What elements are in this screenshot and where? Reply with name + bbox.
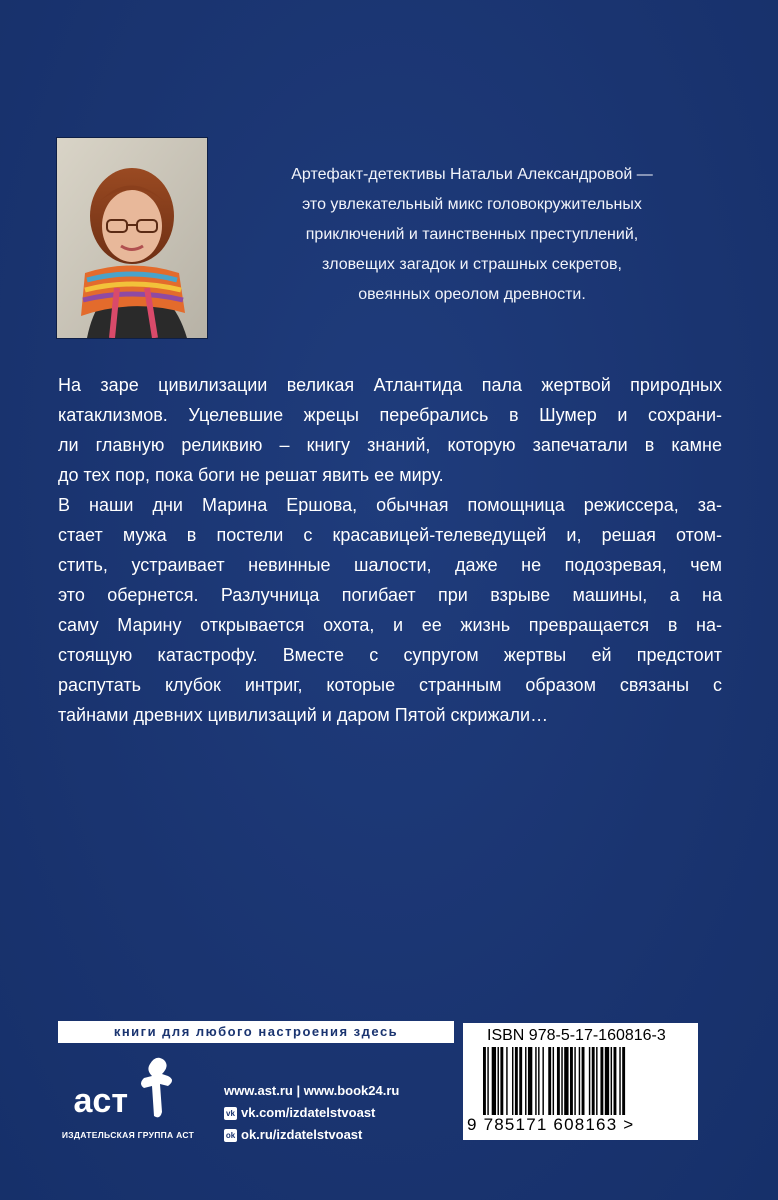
- barcode-bar: [592, 1047, 595, 1115]
- barcode-bar: [506, 1047, 507, 1115]
- barcode-bar: [579, 1047, 580, 1115]
- barcode-bar: [614, 1047, 617, 1115]
- intro-line: приключений и таинственных преступлений,: [305, 226, 639, 243]
- ok-link-text: ok.ru/izdatelstvoast: [241, 1127, 363, 1142]
- ok-link[interactable]: [224, 1124, 464, 1146]
- barcode-bar: [605, 1047, 609, 1115]
- barcode-bar: [611, 1047, 612, 1115]
- tagline-banner: книги для любого настроения здесь: [58, 1021, 454, 1043]
- annotation-line: катаклизмов. Уцелевшие жрецы перебрались в Шумер и сохрани-: [58, 405, 722, 425]
- ast-logo-icon: [58, 1050, 198, 1130]
- barcode-bar: [492, 1047, 496, 1115]
- barcode-bar: [515, 1047, 518, 1115]
- barcode-bar: [582, 1047, 585, 1115]
- annotation-line: стает мужа в постели с красавицей-телеведущей и, решая отом-: [58, 525, 722, 545]
- barcode-bar: [557, 1047, 560, 1115]
- annotation-line: распутать клубок интриг, которые странным образом связаны с: [58, 675, 722, 695]
- author-portrait-image: [57, 138, 207, 338]
- barcode-bar: [519, 1047, 522, 1115]
- ok-icon: ok: [225, 1130, 236, 1140]
- annotation-line: стить, устраивает невинные шалости, даже не подозревая, чем: [58, 555, 722, 575]
- barcode-bar: [542, 1047, 543, 1115]
- publisher-links: [224, 1080, 464, 1146]
- intro-line: это увлекательный микс головокружительных: [302, 196, 642, 213]
- barcode-bar: [525, 1047, 526, 1115]
- barcode-bar: [570, 1047, 573, 1115]
- barcode-area: [463, 1023, 698, 1140]
- barcode-bar: [548, 1047, 551, 1115]
- annotation-line: На заре цивилизации великая Атлантида пала жертвой природных: [58, 375, 722, 395]
- logo-wordmark: аст: [73, 1082, 128, 1120]
- annotation-line: ли главную реликвию – книгу знаний, которую запечатали в камне: [58, 435, 722, 455]
- barcode-bar: [574, 1047, 575, 1115]
- barcode-bar: [622, 1047, 625, 1115]
- vk-icon: vk: [224, 1107, 237, 1120]
- book-annotation: [58, 370, 722, 730]
- barcode-bar: [538, 1047, 539, 1115]
- isbn-label: ISBN 978-5-17-160816-3: [487, 1027, 666, 1044]
- barcode-bar: [498, 1047, 499, 1115]
- intro-line: овеянных ореолом древности.: [358, 286, 586, 303]
- annotation-line: саму Марину открывается охота, и ее жизнь превращается в на-: [58, 615, 722, 635]
- barcode-bar: [528, 1047, 532, 1115]
- barcode-bar: [512, 1047, 513, 1115]
- author-intro: [232, 160, 712, 310]
- barcode-bar: [589, 1047, 590, 1115]
- barcode-bar: [483, 1047, 486, 1115]
- annotation-line: до тех пор, пока боги не решат явить ее миру.: [58, 465, 444, 485]
- barcode-bar: [619, 1047, 620, 1115]
- annotation-line: тайнами древних цивилизаций и даром Пятой скрижали…: [58, 705, 549, 725]
- vk-link[interactable]: [224, 1102, 464, 1124]
- barcode-bar: [561, 1047, 562, 1115]
- barcode-bar: [564, 1047, 568, 1115]
- annotation-line: это обернется. Разлучница погибает при взрыве машины, а на: [58, 585, 722, 605]
- publisher-caption: ИЗДАТЕЛЬСКАЯ ГРУППА АСТ: [61, 1130, 195, 1140]
- intro-line: Артефакт-детективы Натальи Александровой —: [291, 166, 653, 183]
- barcode-bar: [500, 1047, 503, 1115]
- barcode-bar: [596, 1047, 597, 1115]
- annotation-line: В наши дни Марина Ершова, обычная помощница режиссера, за-: [58, 495, 722, 515]
- author-photo: [56, 137, 208, 339]
- vk-link-text: vk.com/izdatelstvoast: [241, 1105, 376, 1120]
- barcode-bar: [600, 1047, 603, 1115]
- intro-line: зловещих загадок и страшных секретов,: [322, 256, 622, 273]
- barcode-icon: [481, 1047, 681, 1115]
- barcode-bar: [535, 1047, 536, 1115]
- barcode-bar: [487, 1047, 488, 1115]
- barcode-bar: [553, 1047, 554, 1115]
- annotation-line: стоящую катастрофу. Вместе с супругом жертвы ей предстоит: [58, 645, 722, 665]
- website-links[interactable]: www.ast.ru | www.book24.ru: [224, 1083, 400, 1098]
- barcode-digits: 9 785171 608163 >: [467, 1115, 635, 1134]
